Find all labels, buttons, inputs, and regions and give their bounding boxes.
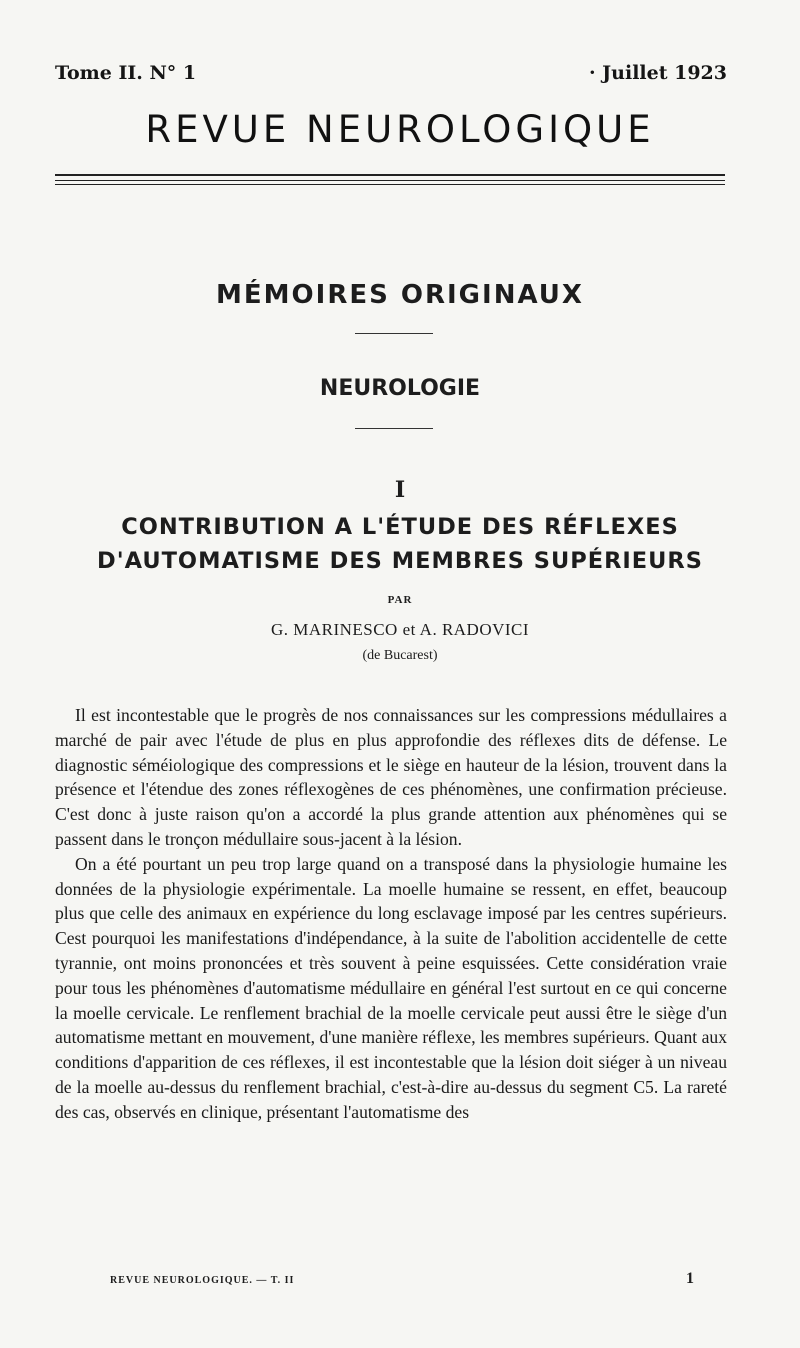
journal-title: REVUE NEUROLOGIQUE	[145, 108, 655, 151]
page-number: 1	[686, 1270, 694, 1287]
article-body	[55, 703, 727, 1125]
section-divider	[355, 428, 433, 429]
by-label: PAR	[387, 594, 413, 606]
body-paragraph: Il est incontestable que le progrès de nos connaissances sur les compressions médullaires a marché de pair avec l'étude de plus en plus approfondie des réflexes dits de défense. Le diagnostic séméiologique des compressions et le siège en hauteur de la lésion, trouvent dans la présence et l'étendue des zones réflexogènes de ces phénomènes, une confirmation précieuse. C'est donc à juste raison qu'on a accordé la plus grande attention aux phénomènes qui se passent dans le tronçon médullaire sous-jacent à la lésion.	[55, 705, 727, 849]
issue-date: · Juillet 1923	[588, 62, 727, 84]
header-rule	[55, 184, 725, 185]
header-rule	[55, 174, 725, 176]
volume-issue: Tome II. N° 1	[55, 62, 197, 84]
section-heading: MÉMOIRES ORIGINAUX	[216, 280, 584, 310]
body-paragraph: On a été pourtant un peu trop large quand on a transposé dans la physiologie humaine les données de la physiologie expérimentale. La moelle humaine se ressent, en effet, beaucoup plus que celle des animaux en expérience du long esclavage imposé par les centres supérieurs. Cest pourquoi les manifestations d'indépendance, à la suite de l'abolition accidentelle de cette tyrannie, ont moins prononcées et très souvent à peine esquissées. Cette considération vraie pour tous les phénomènes d'automatisme médullaire en général l'est surtout en ce qui concerne la moelle cervicale. Le renflement brachial de la moelle cervicale peut aussi être le siège d'un automatisme mettant en mouvement, d'une manière réflexe, les membres supérieurs. Quant aux conditions d'apparition de ces réflexes, il est incontestable que la lésion doit siéger à un niveau de la moelle au-dessus du renflement brachial, c'est-à-dire au-dessus du segment C5. La rareté des cas, observés en clinique, présentant l'automatisme des	[55, 853, 727, 1122]
running-footer: REVUE NEUROLOGIQUE. — T. II	[110, 1275, 295, 1286]
article-title-line: D'AUTOMATISME DES MEMBRES SUPÉRIEURS	[97, 548, 703, 574]
article-authors: G. MARINESCO et A. RADOVICI	[270, 620, 530, 639]
author-affiliation: (de Bucarest)	[362, 648, 438, 663]
header-rule	[55, 180, 725, 181]
section-divider	[355, 333, 433, 334]
article-number: I	[394, 477, 406, 503]
subsection-heading: NEUROLOGIE	[319, 376, 481, 401]
article-title-line: CONTRIBUTION A L'ÉTUDE DES RÉFLEXES	[121, 514, 679, 540]
